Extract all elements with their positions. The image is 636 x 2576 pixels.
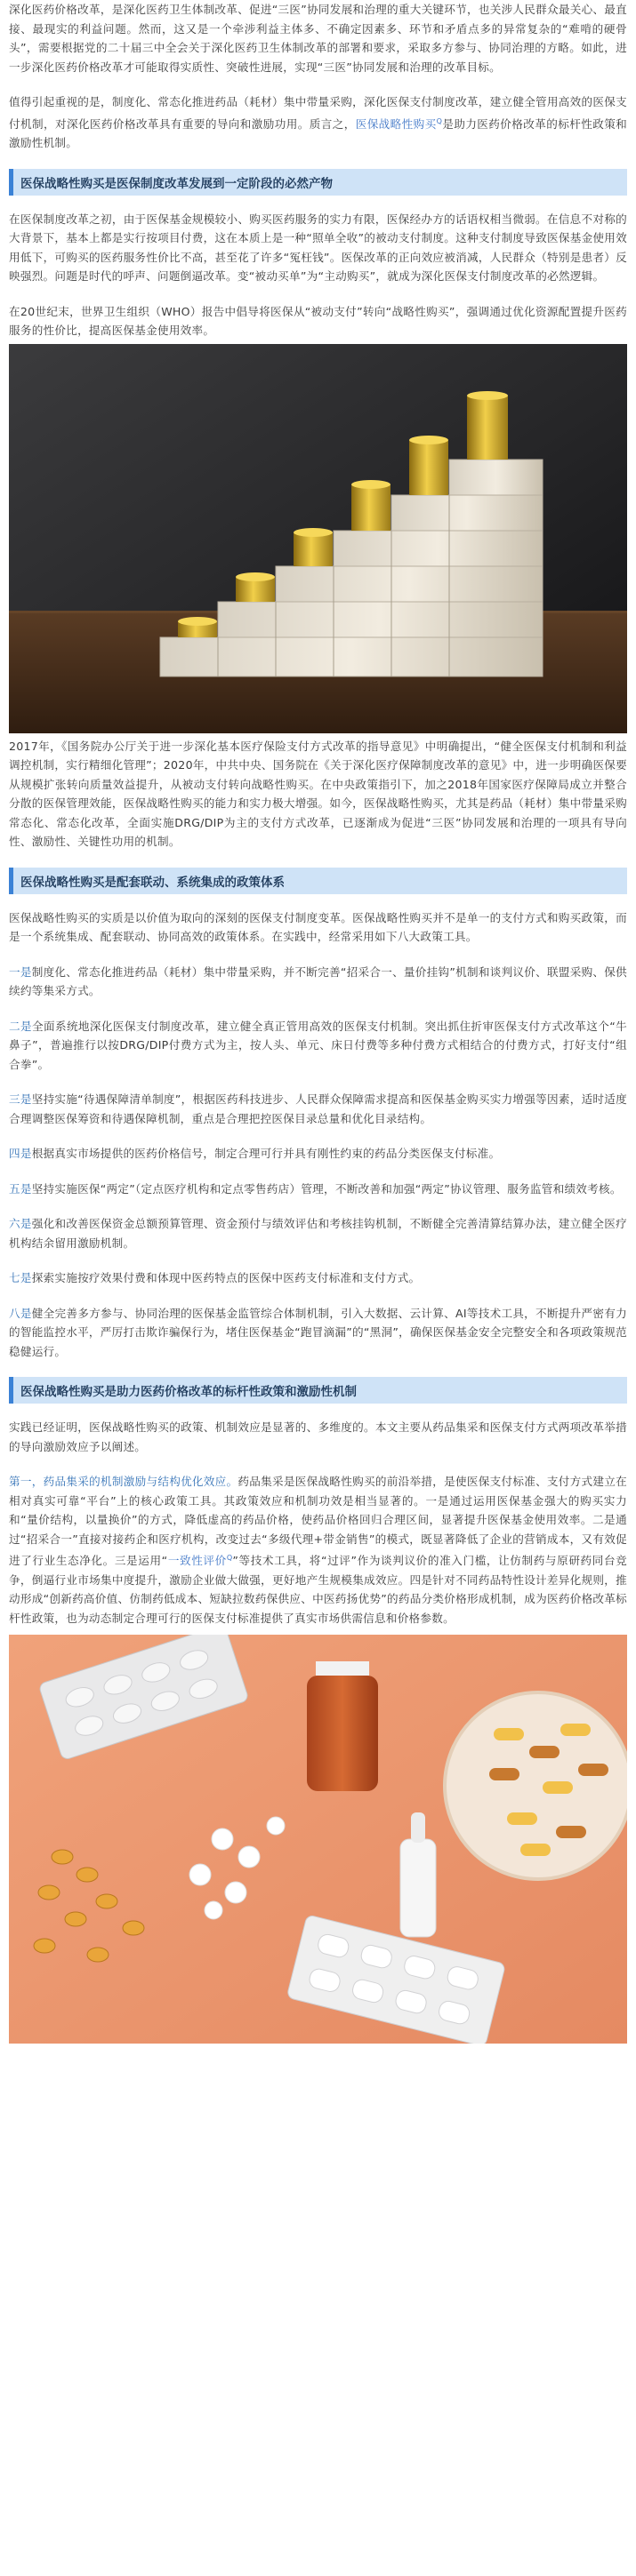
policy-item-6 (9, 1214, 627, 1252)
policy-item-8-number: 八是 (9, 1306, 32, 1320)
policy-item-2 (9, 1017, 627, 1075)
policy-item-1 (9, 963, 627, 1001)
policy-item-8 (9, 1304, 627, 1362)
section3-paragraph-2-text-b: ”等技术工具，将“过评”作为谈判议价的准入门槛，让仿制药与原研药同台竞争，倒逼行业市场集中度提升，激励企业做大做强，更好地产生规模集成效应。四是针对不同药品特性设计差异化规则，推动形成“创新药高价值、仿制药低成本、短缺拉数药保供应、中医药扬优势”的药品分类价格形成机制，成为医药价格改革标杆性政策，也为动态制定合理可行的医保支付标准提供了真实市场供需信息和价格参数。 (9, 1554, 628, 1625)
policy-item-2-text: 全面系统地深化医保支付制度改革，建立健全真正管用高效的医保支付机制。突出抓住折审医保支付方式改革这个“牛鼻子”，普遍推行以按DRG/DIP付费方式为主，按人头、单元、床日付费等多种付费方式相结合的付费方式，打好支付“组合拳”。 (9, 1019, 628, 1071)
section-heading-2 (9, 868, 627, 894)
policy-item-8-text: 健全完善多方参与、协同治理的医保基金监管综合体制机制，引入大数据、云计算、AI等技术工具，不断提升严密有力的智能监控水平，严厉打击欺诈骗保行为，堵住医保基金“跑冒滴漏”的“黑洞”，确保医保基金安全完整安全和各项政策规范稳健运行。 (9, 1306, 627, 1358)
intro-paragraph-1: 深化医药价格改革，是深化医药卫生体制改革、促进“三医”协同发展和治理的重大关键环节，也关涉人民群众最关心、最直接、最现实的利益问题。然而，这又是一个牵涉利益主体多、不确定因素多、环节和矛盾点多的异常复杂的“难啃的硬骨头”，需要根据党的二十届三中全会关于深化医药卫生体制改革的部署和要求，采取多方参与、协同治理的方略。如此，进一步深化医药价格改革才可能取得实质性、突破性进展，实现“三医”协同发展和治理的改革目标。 (9, 3, 627, 74)
policy-item-3-number: 三是 (9, 1092, 32, 1107)
policy-item-6-number: 六是 (9, 1217, 32, 1231)
search-icon[interactable]: Q (226, 1554, 233, 1563)
section-heading-1-text: 医保战略性购买是医保制度改革发展到一定阶段的必然产物 (20, 176, 333, 191)
section3-paragraph-2 (9, 1472, 627, 1628)
intro-paragraph-2 (9, 92, 627, 153)
section1-paragraph-3: 2017年，《国务院办公厅关于进一步深化基本医疗保险支付方式改革的指导意见》中明确提出，“健全医保支付机制和利益调控机制，实行精细化管理”；2020年，中共中央、国务院在《关于深化医疗保障制度改革的意见》中，进一步明确医保要从规模扩张转向质量效益提升，从被动支付转向战略性购买。在中央政策指引下，加之2018年国家医疗保障局成立并整合分散的医保管理效能，医保战略性购买的能力和实力极大增强。如今，医保战略性购买，尤其是药品（耗材）集中带量采购常态化、常态化改革，全面实施DRG/DIP为主的支付方式改革，已逐渐成为促进“三医”协同发展和治理的一项具有导向性、激励性、关键性功用的机制。 (9, 739, 627, 849)
section1-paragraph-2: 在20世纪末，世界卫生组织（WHO）报告中倡导将医保从“被动支付”转向“战略性购买”，强调通过优化资源配置提升医药服务的性价比，提高医保基金使用效率。 (9, 304, 627, 338)
section-heading-3 (9, 1377, 627, 1404)
section1-paragraph-1: 在医保制度改革之初，由于医保基金规模较小、购买医药服务的实力有限，医保经办方的话语权相当微弱。在信息不对称的大背景下，基本上都是实行按项目付费，这在本质上是一种“照单全收”的被动支付制度。这种支付制度导致医保基金使用效用低下，可购买的医药服务性价比不高，甚至花了许多“冤枉钱”。医保改革的正向效应被消减，人民群众（特别是患者）反映强烈。问题是时代的呼声、问题倒逼改革。变“被动买单”为“主动购买”，就成为深化医保支付制度改革的必然逻辑。 (9, 212, 627, 284)
section2-paragraph-1: 医保战略性购买的实质是以价值为取向的深刻的医保支付制度变革。医保战略性购买并不是单一的支付方式和购买政策，而是一个系统集成、配套联动、协同高效的政策体系。在实践中，经常采用如下八大政策工具。 (9, 910, 627, 944)
policy-item-6-text: 强化和改善医保资金总额预算管理、资金预付与绩效评估和考核挂钩机制，不断健全完善清算结算办法，建立健全医疗机构结余留用激励机制。 (9, 1217, 628, 1250)
policy-item-5 (9, 1180, 627, 1199)
consistency-evaluation-link[interactable]: 一致性评价 (167, 1554, 227, 1568)
policy-item-7-text: 探索实施按疗效果付费和体现中医药特点的医保中医药支付标准和支付方式。 (31, 1271, 421, 1285)
policy-item-3 (9, 1090, 627, 1128)
section3-paragraph-2-text-a: 药品集采是医保战略性购买的前沿举措，是使医保支付标准、支付方式建立在相对真实可靠“平台”上的核心政策工具。其政策效应和机制功效是相当显著的。一是通过运用医保基金强大的购买实力和“量价结构，以量换价”的方式，降低虚高的药品价格，使药品价格回归合理区间，显著提升医保基金使用效率。二是通过“招采合一”直接对接药企和医疗机构，改变过去“多级代理+带金销售”的模式，既显著降低了企业的营销成本，又有效促进了行业生态净化。三是运用“ (9, 1475, 628, 1568)
policy-item-3-text: 坚持实施“待遇保障清单制度”，根据医药科技进步、人民群众保障需求提高和医保基金购买实力增强等因素，适时适度合理调整医保筹资和待遇保障机制，重点是合理把控医保目录总量和优化目录结构。 (9, 1092, 627, 1125)
policy-item-7-number: 七是 (9, 1271, 32, 1285)
policy-item-7 (9, 1268, 627, 1288)
section3-paragraph-1: 实践已经证明，医保战略性购买的政策、机制效应是显著的、多维度的。本文主要从药品集采和医保支付方式两项改革举措的导向激励效应予以阐述。 (9, 1420, 627, 1453)
section-heading-1 (9, 169, 627, 196)
section-heading-2-text: 医保战略性购买是配套联动、系统集成的政策体系 (20, 875, 285, 890)
intro-paragraph-2-text-b: 是助力医药价格改革的标杆性政策和激励性机制。 (9, 116, 628, 150)
section3-paragraph-2-lead: 第一，药品集采的机制激励与结构优化效应。 (9, 1475, 238, 1489)
medicine-pills-image (9, 1635, 627, 2044)
coin-stacks-on-blocks-image (9, 344, 627, 733)
search-icon[interactable]: Q (436, 116, 443, 125)
policy-item-1-text: 制度化、常态化推进药品（耗材）集中带量采购，并不断完善“招采合一、量价挂钩”机制和谈判议价、联盟采购、保供续约等集采方式。 (9, 964, 627, 998)
article-body (9, 0, 627, 2044)
policy-item-5-text: 坚持实施医保“两定”（定点医疗机构和定点零售药店）管理，不断改善和加强“两定”协议管理、服务监管和绩效考核。 (31, 1181, 622, 1196)
intro-paragraph-2-text-a: 值得引起重视的是，制度化、常态化推进药品（耗材）集中带量采购，深化医保支付制度改革，建立健全管用高效的医保支付机制，对深化医药价格改革具有重要的导向和激励功用。质言之， (9, 95, 627, 131)
policy-item-4 (9, 1144, 627, 1164)
policy-item-2-number: 二是 (9, 1019, 32, 1033)
section-heading-3-text: 医保战略性购买是助力医药价格改革的标杆性政策和激励性机制 (20, 1385, 357, 1400)
strategic-purchase-link[interactable]: 医保战略性购买 (355, 116, 437, 131)
policy-item-4-text: 根据真实市场提供的医药价格信号，制定合理可行并具有刚性约束的药品分类医保支付标准。 (31, 1147, 501, 1161)
policy-item-5-number: 五是 (9, 1181, 32, 1196)
policy-item-4-number: 四是 (9, 1147, 32, 1161)
policy-item-1-number: 一是 (9, 964, 32, 979)
